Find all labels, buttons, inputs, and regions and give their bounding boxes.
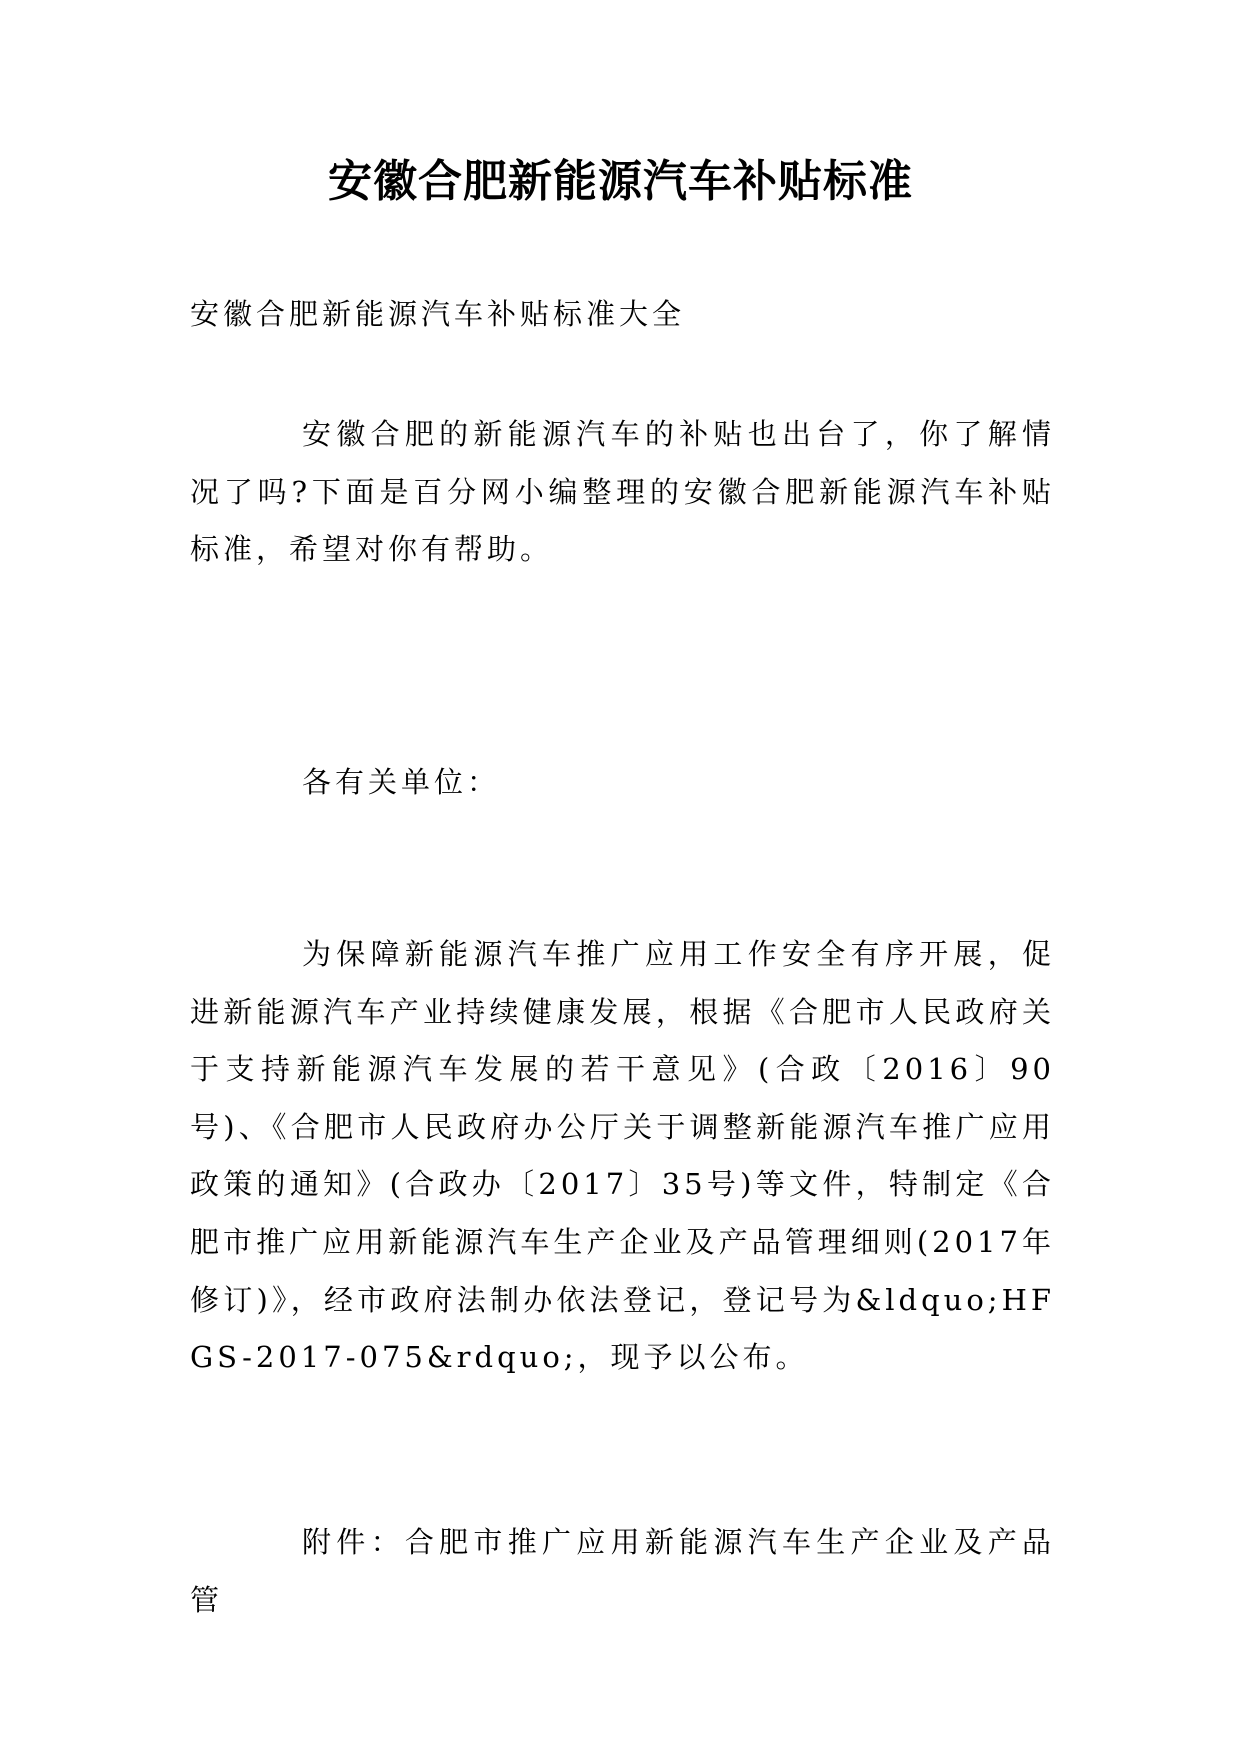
greeting-paragraph: 各有关单位：: [302, 765, 501, 799]
attachment-paragraph: 附件：合肥市推广应用新能源汽车生产企业及产品管: [190, 1525, 1055, 1617]
body-paragraph: 为保障新能源汽车推广应用工作安全有序开展，促进新能源汽车产业持续健康发展，根据《合肥市人民政府关于支持新能源汽车发展的若干意见》(合政〔2016〕90号)、《合肥市人民政府办公厅关于调整新能源汽车推广应用政策的通知》(合政办〔2017〕35号)等文件，特制定《合肥市推广应用新能源汽车生产企业及产品管理细则(2017年修订)》，经市政府法制办依法登记，登记号为&ldquo;HFGS-2017-075&rdquo;，现予以公布。: [190, 937, 1055, 1375]
document-subtitle: 安徽合肥新能源汽车补贴标准大全: [190, 297, 686, 331]
document-title: 安徽合肥新能源汽车补贴标准: [328, 156, 913, 207]
intro-paragraph: 安徽合肥的新能源汽车的补贴也出台了，你了解情况了吗?下面是百分网小编整理的安徽合肥新能源汽车补贴标准，希望对你有帮助。: [190, 417, 1055, 567]
